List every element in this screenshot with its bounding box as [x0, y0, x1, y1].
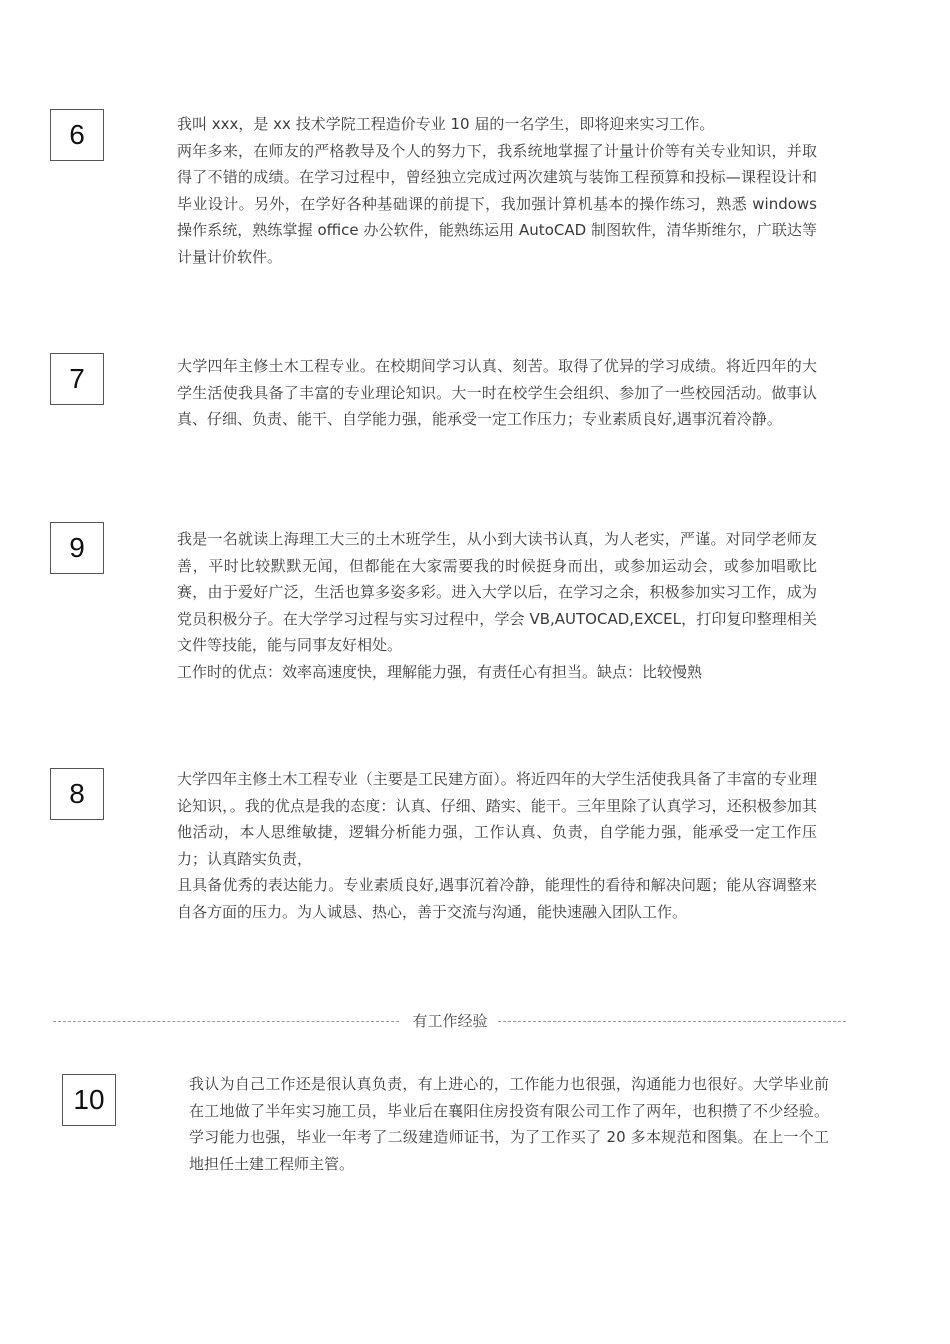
paragraph: 且具备优秀的表达能力。专业素质良好,遇事沉着冷静，能理性的看待和解决问题；能从容调整来自各方面的压力。为人诚恳、热心，善于交流与沟通，能快速融入团队工作。 [177, 876, 817, 921]
entry-text [177, 111, 817, 270]
paragraph: 两年多来，在师友的严格教导及个人的努力下，我系统地掌握了计量计价等有关专业知识，并取得了不错的成绩。在学习过程中，曾经独立完成过两次建筑与装饰工程预算和投标—课程设计和毕业设计。另外，在学好各种基础课的前提下，我加强计算机基本的操作练习，熟悉 windows 操作系统，熟练掌握 office 办公软件，能熟练运用 AutoCAD 制图软件，清华斯维尔，广联达等计量计价软件。 [177, 141, 817, 266]
entry-text [177, 526, 817, 685]
paragraph: 工作时的优点：效率高速度快，理解能力强，有责任心有担当。缺点：比较慢熟 [177, 662, 703, 681]
entry-number-box: 10 [62, 1074, 116, 1126]
paragraph: 大学四年主修土木工程专业。在校期间学习认真、刻苦。取得了优异的学习成绩。将近四年的大学生活使我具备了丰富的专业理论知识。大一时在校学生会组织、参加了一些校园活动。做事认真、仔细、负责、能干、自学能力强，能承受一定工作压力；专业素质良好,遇事沉着冷静。 [177, 357, 817, 428]
paragraph: 大学四年主修土木工程专业（主要是工民建方面）。将近四年的大学生活使我具备了丰富的专业理论知识，。我的优点是我的态度：认真、仔细、踏实、能干。三年里除了认真学习，还积极参加其他活动，本人思维敏捷，逻辑分析能力强，工作认真、负责，自学能力强，能承受一定工作压力；认真踏实负责， [177, 770, 817, 868]
entry-number-box: 9 [50, 522, 104, 574]
entry-number-box: 8 [50, 768, 104, 820]
entry-number-box: 7 [50, 353, 104, 405]
paragraph: 我是一名就读上海理工大三的土木班学生，从小到大读书认真，为人老实，严谨。对同学老师友善，平时比较默默无闻，但都能在大家需要我的时候挺身而出，或参加运动会，或参加唱歌比赛，由于爱好广泛，生活也算多姿多彩。进入大学以后，在学习之余，积极参加实习工作，成为党员积极分子。在大学学习过程与实习过程中，学会 VB,AUTOCAD,EXCEL，打印复印整理相关文件等技能，能与同事友好相处。 [177, 530, 817, 654]
entry-text [189, 1071, 829, 1177]
section-divider [53, 1008, 846, 1034]
paragraph: 我叫 xxx，是 xx 技术学院工程造价专业 10 届的一名学生，即将迎来实习工作。 [177, 115, 715, 133]
entry-text [177, 353, 817, 433]
divider-label: 有工作经验 [412, 1012, 488, 1030]
entry-number-box: 6 [50, 109, 104, 161]
divider-line-right [498, 1021, 846, 1022]
paragraph: 我认为自己工作还是很认真负责，有上进心的，工作能力也很强，沟通能力也很好。大学毕业前在工地做了半年实习施工员，毕业后在襄阳住房投资有限公司工作了两年，也积攒了不少经验。学习能力也强，毕业一年考了二级建造师证书，为了工作买了 20 多本规范和图集。在上一个工地担任土建工程师主管。 [189, 1075, 829, 1173]
divider-line-left [53, 1021, 399, 1022]
entry-text [177, 766, 817, 925]
